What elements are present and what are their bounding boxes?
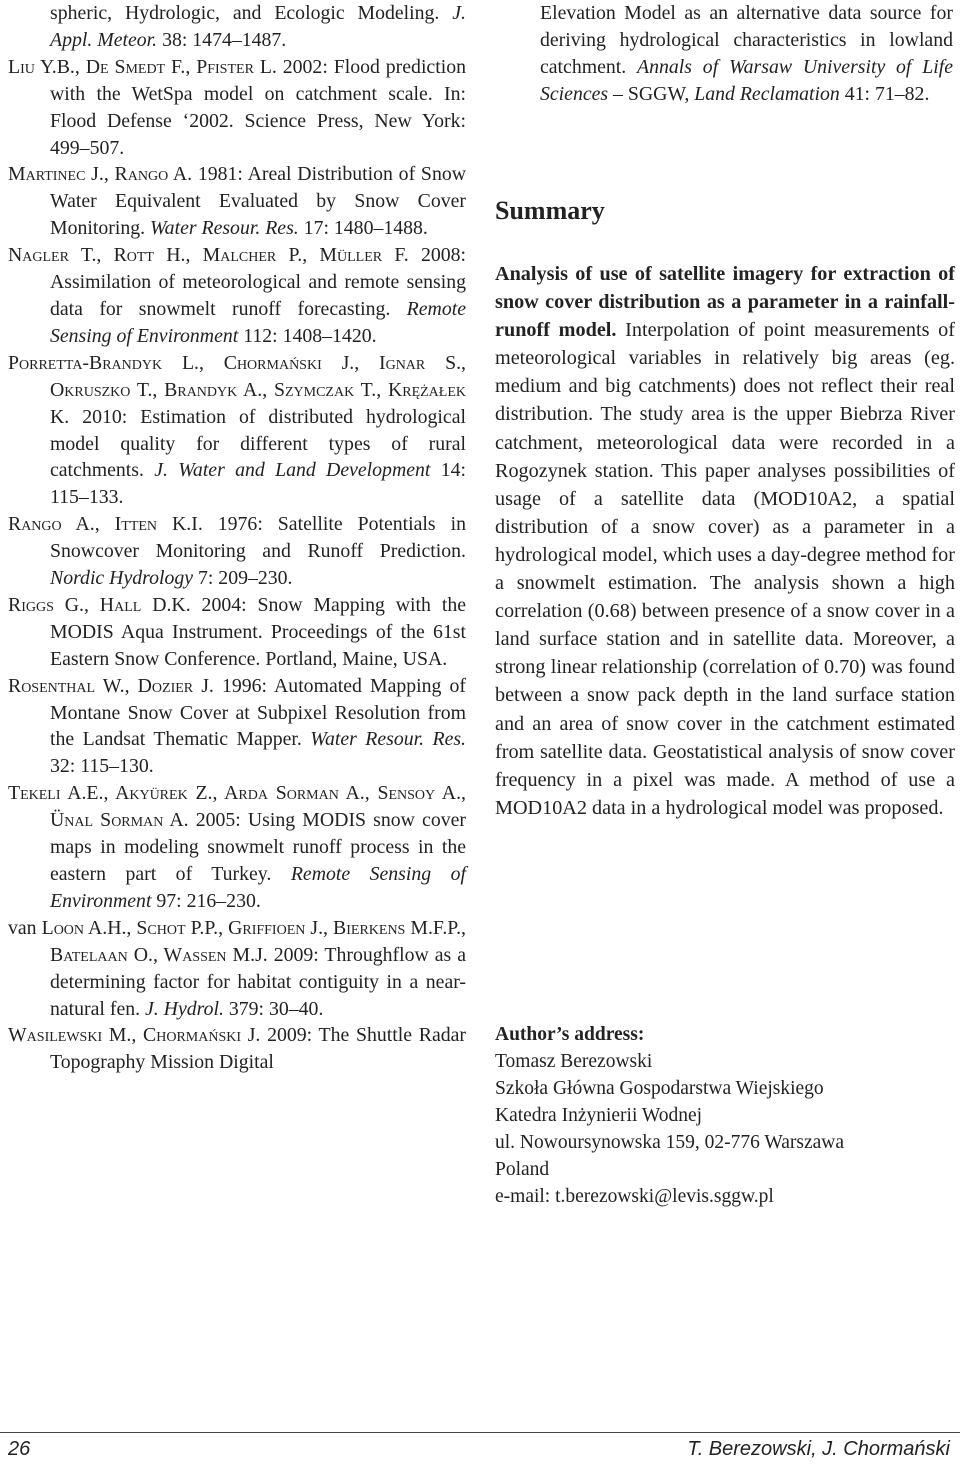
- reference-entry: [8, 0, 466, 54]
- reference-authors: Rosenthal W., Dozier J.: [8, 674, 214, 697]
- reference-text: 97: 216–230.: [151, 889, 261, 912]
- reference-text: 2005: Using MODIS snow cover maps in modeling snowmelt runoff process in the eastern part of Turkey.: [50, 809, 466, 885]
- reference-text: 2002: Flood prediction with the WetSpa model on catchment scale. In: Flood Defense ‘2002. Science Press, New York: 499–507.: [50, 55, 466, 159]
- reference-authors: Wasilewski M., Chormański J.: [8, 1024, 261, 1047]
- reference-authors: Riggs G., Hall D.K.: [8, 593, 191, 616]
- reference-entry: [8, 350, 466, 511]
- reference-text: van: [8, 916, 42, 939]
- reference-text: 1981: Areal Distribution of Snow Water Equivalent Evaluated by Snow Cover Monitoring.: [50, 163, 467, 240]
- reference-text: 2008: Assimilation of meteorological and remote sensing data for snowmelt runoff forecasting.: [50, 244, 466, 320]
- reference-journal: Nordic Hydrology: [50, 567, 194, 590]
- reference-entry: [8, 511, 466, 592]
- reference-text: Elevation Model as an alternative data source for deriving hydrological characteristics in lowland catchment.: [540, 2, 953, 78]
- reference-journal: Annals of Warsaw University of Life Sciences: [540, 55, 954, 105]
- address-header: Author’s address:: [495, 1024, 645, 1045]
- reference-entry: [8, 1022, 466, 1076]
- address-line-street: ul. Nowoursynowska 159, 02-776 Warszawa: [495, 1132, 845, 1153]
- reference-journal: Land Reclamation: [694, 82, 840, 105]
- reference-journal: Remote Sensing of Environment: [50, 863, 466, 912]
- footer-rule: [0, 1432, 960, 1433]
- reference-authors: Liu Y.B., De Smedt F., Pfister L.: [8, 55, 277, 78]
- reference-text: 379: 30–40.: [223, 997, 324, 1020]
- reference-text: 38: 1474–1487.: [157, 28, 287, 51]
- reference-text: 1976: Satellite Potentials in Snowcover Monitoring and Runoff Prediction.: [50, 513, 466, 563]
- reference-entry: [495, 0, 953, 108]
- author-address: [495, 1021, 955, 1210]
- reference-text: 2004: Snow Mapping with the MODIS Aqua Instrument. Proceedings of the 61st Eastern Snow Conference. Portland, Maine, USA.: [50, 593, 466, 670]
- reference-entry: [8, 673, 466, 781]
- summary-title: Summary: [495, 196, 605, 225]
- reference-text: spheric, Hydrologic, and Ecologic Modeling.: [50, 2, 453, 24]
- reference-journal: J. Water and Land Development: [154, 459, 431, 482]
- page-number: 26: [8, 1438, 31, 1460]
- reference-authors: Rango A., Itten K.I.: [8, 513, 203, 536]
- reference-text: – SGGW,: [608, 82, 695, 105]
- reference-authors: Martinec J., Rango A.: [8, 163, 193, 186]
- reference-text: 1996: Automated Mapping of Montane Snow Cover at Subpixel Resolution from the Landsat Thematic Mapper.: [50, 674, 466, 751]
- reference-authors: Tekeli A.E., Akyürek Z., Arda Sorman A., Sensoy A., Ünal Sorman A.: [8, 782, 466, 832]
- reference-text: 2009: Throughflow as a determining factor for habitat contiguity in a near-natural fen.: [50, 943, 467, 1020]
- reference-text: 7: 209–230.: [193, 567, 293, 590]
- reference-authors: Loon A.H., Schot P.P., Griffioen J., Bierkens M.F.P., Batelaan O., Wassen M.J.: [41, 916, 466, 966]
- references-right-column: [495, 0, 953, 108]
- address-line-department: Katedra Inżynierii Wodnej: [495, 1105, 703, 1126]
- summary-body: Interpolation of point measurements of meteorological variables in relatively big areas (eg. medium and big catchments) does not reflect their real distribution. The study area is the upper Biebrza River catchment, meteorological data were recorded in a Rogozynek station. This paper analyses possibilities of usage of a satellite data (MOD10A2, a spatial distribution of a snow cover) as a parameter in a hydrological model, which uses a day-degree method for a snowmelt estimation. The analysis shown a high correlation (0.68) between presence of a snow cover in a land surface station and in satellite data. Moreover, a strong linear relationship (correlation of 0.70) was found between a snow pack depth in the land surface station and an area of snow cover in the catchment estimated from satellite data. Geostatistical analysis of snow cover frequency in a pixel was made. A method of use a MOD10A2 data in a hydrological model was proposed.: [495, 319, 955, 819]
- reference-text: 14: 115–133.: [50, 459, 466, 509]
- reference-journal: Water Resour. Res.: [310, 728, 466, 751]
- reference-text: 2010: Estimation of distributed hydrological model quality for different types of rural catchments.: [50, 405, 466, 482]
- reference-journal: J. Hydrol.: [145, 997, 224, 1020]
- reference-entry: [8, 780, 466, 915]
- running-footer-authors: T. Berezowski, J. Chormański: [687, 1438, 950, 1460]
- summary-text: [495, 260, 955, 822]
- reference-text: 112: 1408–1420.: [238, 324, 377, 347]
- reference-text: 17: 1480–1488.: [298, 217, 428, 240]
- reference-authors: Nagler T., Rott H., Malcher P., Müller F.: [8, 244, 409, 267]
- address-line-country: Poland: [495, 1159, 550, 1180]
- reference-authors: Porretta-Brandyk L., Chormański J., Ignar S., Okruszko T., Brandyk A., Szymczak T., Krężałek K.: [8, 351, 466, 428]
- reference-text: 2009: The Shuttle Radar Topography Mission Digital: [50, 1024, 466, 1074]
- reference-journal: Remote Sensing of Environment: [50, 297, 466, 347]
- references-left-column: [8, 0, 466, 1076]
- reference-entry: [8, 592, 466, 673]
- reference-journal: Water Resour. Res.: [150, 217, 299, 240]
- summary-lead: Analysis of use of satellite imagery for extraction of snow cover distribution as a parameter in a rainfall-runoff model.: [495, 263, 955, 342]
- address-line-email: e-mail: t.berezowski@levis.sggw.pl: [495, 1186, 774, 1207]
- reference-journal: J. Appl. Meteor.: [50, 2, 466, 51]
- reference-entry: [8, 54, 466, 162]
- reference-text: 32: 115–130.: [50, 755, 154, 778]
- reference-text: 41: 71–82.: [839, 82, 930, 105]
- reference-entry: [8, 915, 466, 1023]
- reference-entry: [8, 242, 466, 350]
- address-line-institution: Szkoła Główna Gospodarstwa Wiejskiego: [495, 1078, 824, 1099]
- address-line-name: Tomasz Berezowski: [495, 1051, 653, 1072]
- reference-entry: [8, 161, 466, 242]
